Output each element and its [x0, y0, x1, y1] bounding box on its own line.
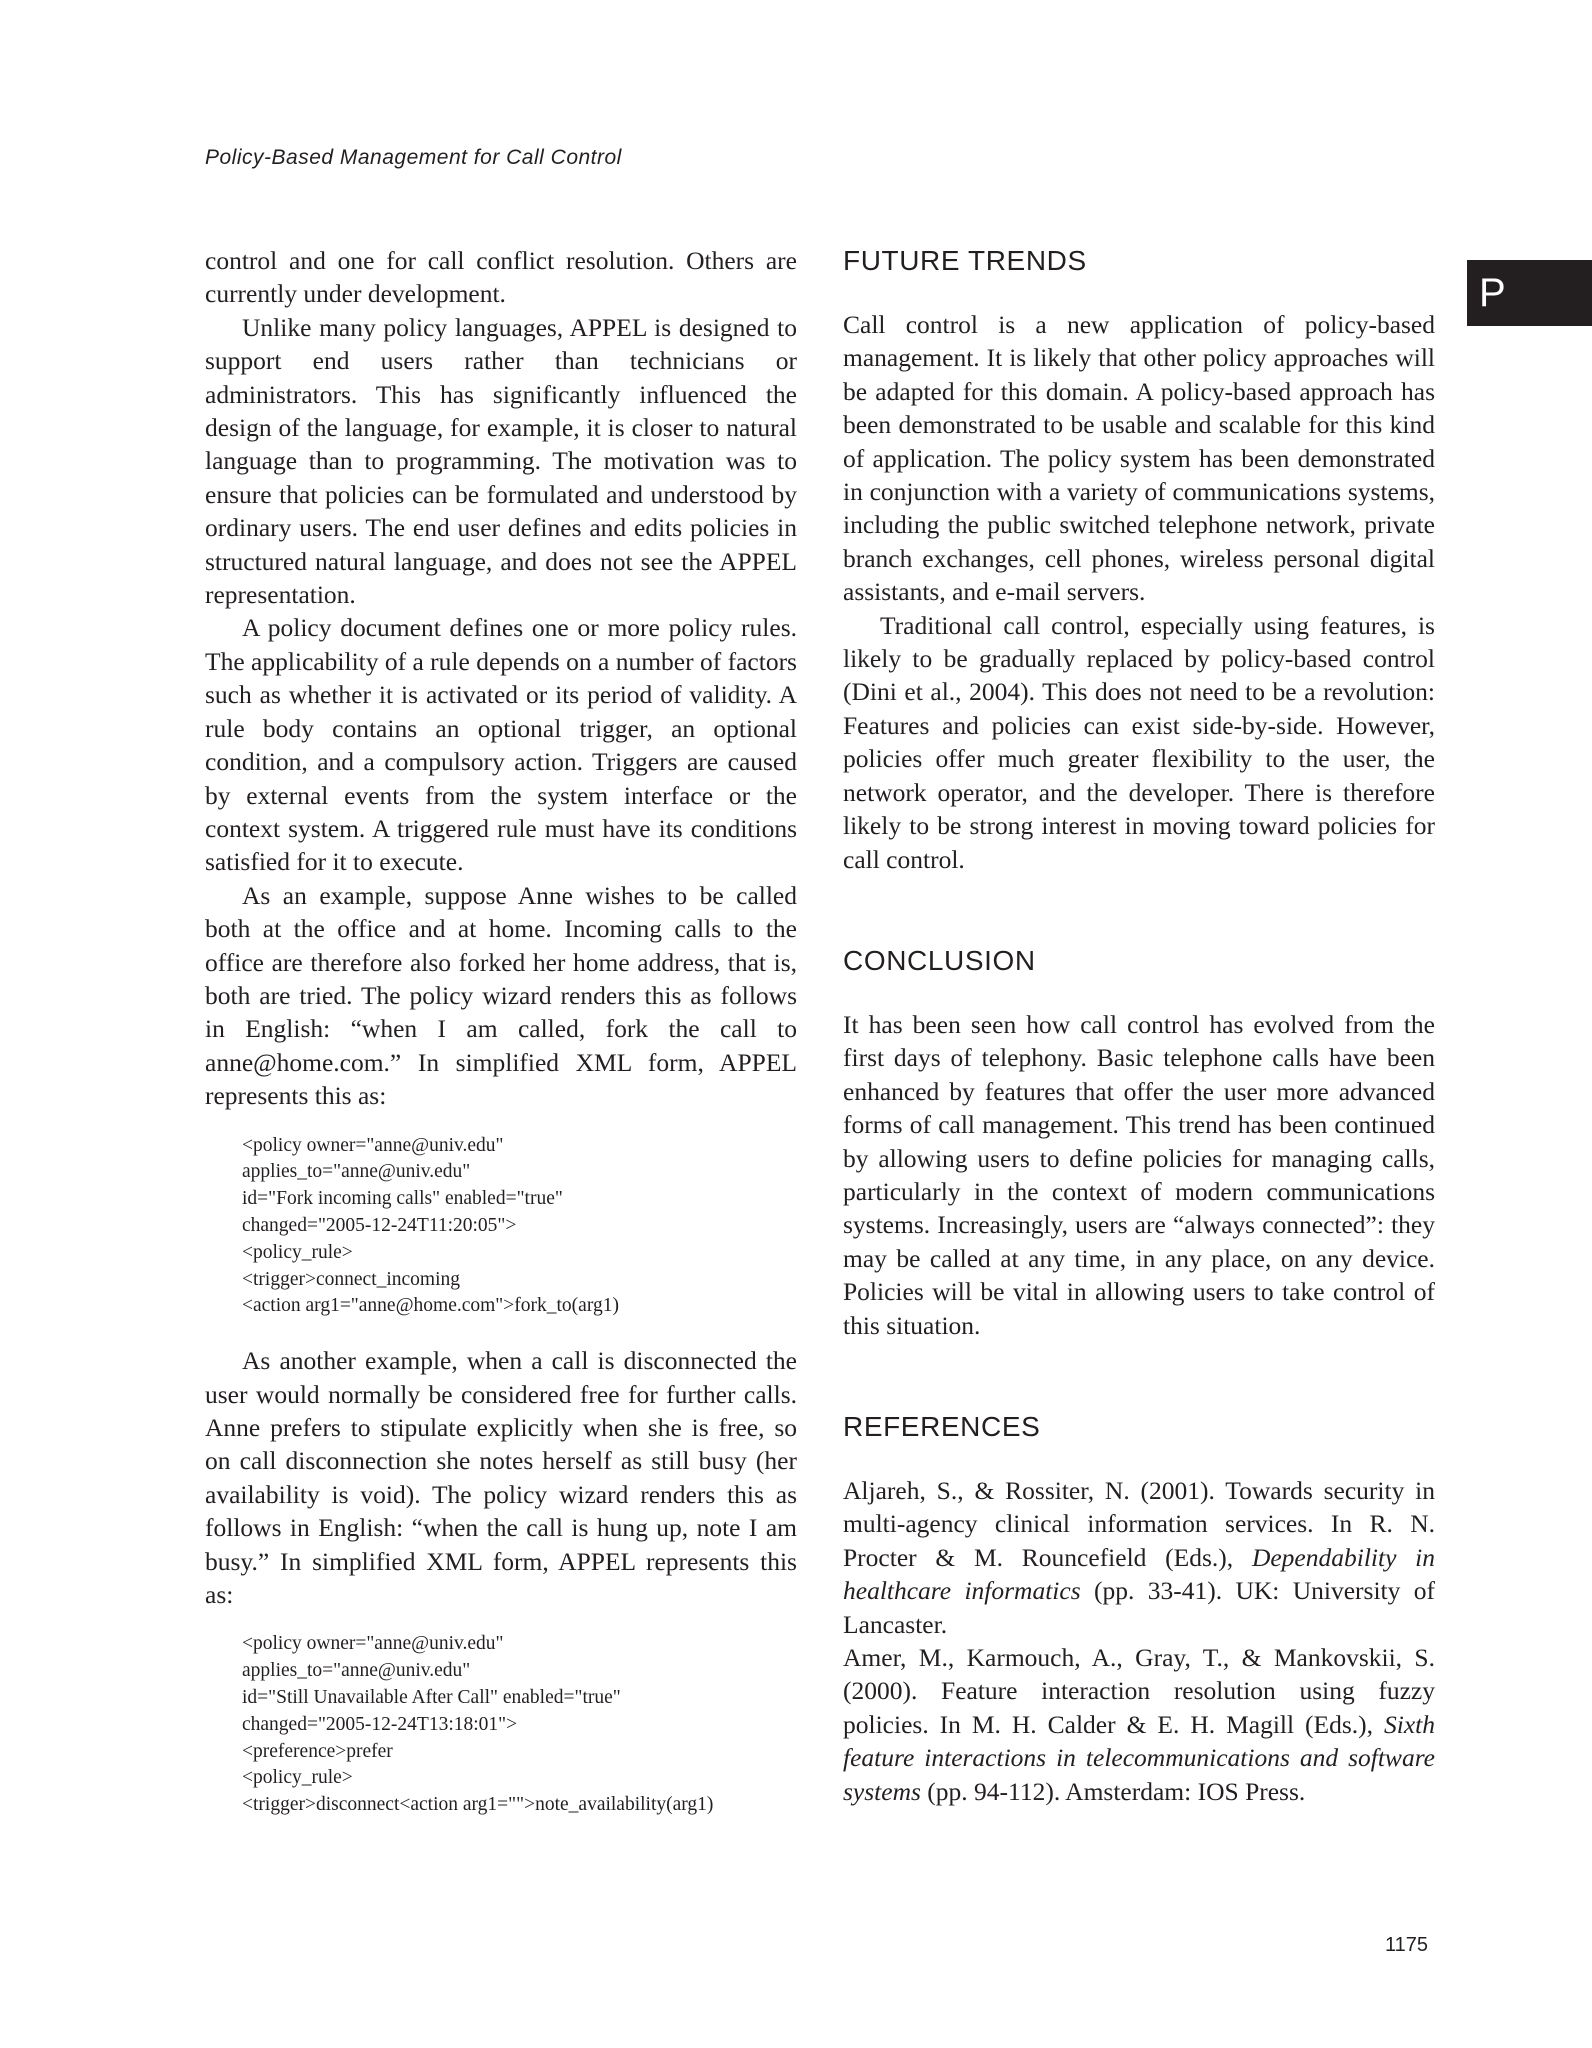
code-block-fork	[242, 1133, 797, 1321]
code-line: <trigger>connect_incoming	[242, 1268, 461, 1290]
code-line: <policy owner="anne@univ.edu"	[242, 1633, 504, 1655]
code-block-unavailable	[242, 1631, 797, 1819]
paragraph-example-disconnect: As another example, when a call is disconnected the user would normally be considered free for further calls. Anne prefers to stipulate explicitly when she is free, so on call disconnection she notes herself as still busy (her availability is void). The policy wizard renders this as follows in English: “when the call is hung up, note I am busy.” In simplified XML form, APPEL represents this as:	[205, 1346, 797, 1609]
reference-title: Sixth feature interactions in telecommunications and software systems	[843, 1709, 1435, 1806]
code-line: changed="2005-12-24T13:18:01">	[242, 1713, 518, 1735]
paragraph-conclusion: It has been seen how call control has evolved from the first days of telephony. Basic telephone calls have been enhanced by features that offer the user more advanced forms of call management. This trend has been continued by allowing users to define policies for managing calls, particularly in the context of modern communications systems. Increasingly, users are “always connected”: they may be called at any time, in any place, on any device. Policies will be vital in allowing users to take control of this situation.	[843, 1009, 1435, 1340]
paragraph-policy-document: A policy document defines one or more policy rules. The applicability of a rule depends on a number of factors such as whether it is activated or its period of validity. A rule body contains an optional trigger, an optional condition, and a compulsory action. Triggers are caused by external events from the system interface or the context system. A triggered rule must have its conditions satisfied for it to execute.	[205, 613, 797, 877]
paragraph-future-1: Call control is a new application of policy-based management. It is likely that other policy approaches will be adapted for this domain. A policy-based approach has been demonstrated to be usable and scalable for this kind of application. The policy system has been demonstrated in conjunction with a variety of communications systems, including the public switched telephone network, private branch exchanges, cell phones, wireless personal digital assistants, and e-mail servers.	[843, 310, 1435, 607]
code-line: <trigger>disconnect<action arg1="">note_availability(arg1)	[242, 1794, 714, 1816]
paragraph-appel-design: Unlike many policy languages, APPEL is designed to support end users rather than technicians or administrators. This has significantly influenced the design of the language, for example, it is closer to natural language than to programming. The motivation was to ensure that policies can be formulated and understood by ordinary users. The end user defines and edits policies in structured natural language, and does not see the APPEL representation.	[205, 312, 797, 610]
code-line: <preference>prefer	[242, 1740, 393, 1762]
reference-text: Amer, M., Karmouch, A., Gray, T., & Mankovskii, S. (2000). Feature interaction resolution using fuzzy policies. In M. H. Calder & E. H. Magill (Eds.),	[843, 1643, 1435, 1739]
code-line: applies_to="anne@univ.edu"	[242, 1161, 471, 1183]
heading-references: REFERENCES	[843, 1410, 1041, 1442]
section-thumb-tab: P	[1467, 260, 1592, 326]
reference-text: (pp. 94-112). Amsterdam: IOS Press.	[920, 1776, 1306, 1806]
code-line: changed="2005-12-24T11:20:05">	[242, 1214, 517, 1236]
paragraph-example-fork: As an example, suppose Anne wishes to be called both at the office and at home. Incoming calls to the office are therefore also forked her home address, that is, both are tried. The policy wizard renders this as follows in English: “when I am called, fork the call to anne@home.com.” In simplified XML form, APPEL represents this as:	[205, 880, 797, 1111]
reference-text: (pp. 33-41). UK: University of Lancaster.	[843, 1576, 1435, 1639]
heading-future-trends: FUTURE TRENDS	[843, 245, 1087, 276]
page-number: 1175	[1385, 1934, 1429, 1956]
reference-title: Dependability in healthcare informatics	[843, 1542, 1435, 1606]
code-line: id="Fork incoming calls" enabled="true"	[242, 1188, 563, 1210]
code-line: <policy owner="anne@univ.edu"	[242, 1134, 504, 1156]
code-line: <policy_rule>	[242, 1241, 353, 1263]
reference-text: Aljareh, S., & Rossiter, N. (2001). Towards security in multi-agency clinical information services. In R. N. Procter & M. Rouncefield (Eds.),	[843, 1475, 1435, 1572]
reference-aljareh	[843, 1474, 1435, 1641]
left-column	[205, 244, 797, 1843]
right-column	[843, 244, 1435, 1808]
heading-conclusion: CONCLUSION	[843, 944, 1036, 976]
reference-amer	[843, 1641, 1435, 1808]
code-line: <policy_rule>	[242, 1767, 353, 1789]
paragraph-continuation: control and one for call conflict resolution. Others are currently under development.	[205, 246, 797, 309]
paragraph-future-2: Traditional call control, especially using features, is likely to be gradually replaced by policy-based control (Dini et al., 2004). This does not need to be a revolution: Features and policies can exist side-by-side. However, policies offer much greater flexibility to the user, the network operator, and the developer. There is therefore likely to be strong interest in moving toward policies for call control.	[843, 610, 1435, 874]
code-line: <action arg1="anne@home.com">fork_to(arg1)	[242, 1295, 619, 1317]
running-title: Policy-Based Management for Call Control	[205, 146, 622, 169]
code-line: id="Still Unavailable After Call" enabled="true"	[242, 1686, 621, 1708]
code-line: applies_to="anne@univ.edu"	[242, 1660, 471, 1682]
